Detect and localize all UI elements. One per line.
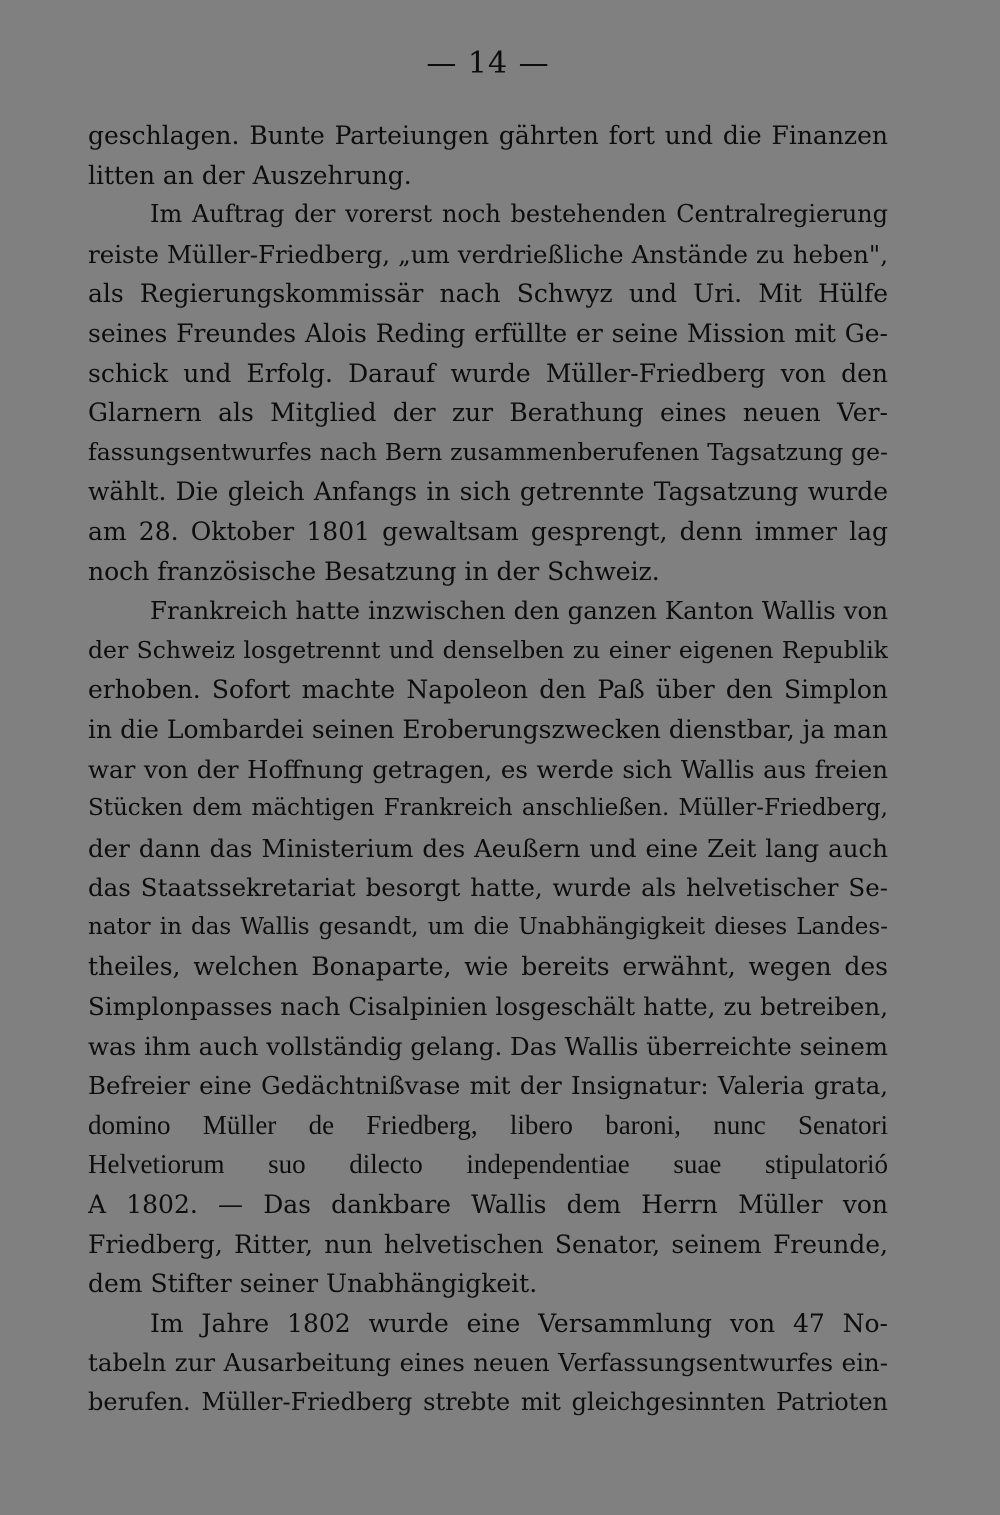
text-line: Glarnern als Mitglied der zur Berathung eines neuen Ver- — [88, 398, 888, 428]
text-line: der dann das Ministerium des Aeußern und eine Zeit lang auch — [88, 833, 888, 863]
text-line: geschlagen. Bunte Parteiungen gährten fort und die Finanzen — [88, 121, 888, 150]
text-line: Simplonpasses nach Cisalpinien losgeschält hatte, zu betreiben, — [88, 992, 888, 1022]
text-line: nator in das Wallis gesandt, um die Unabhängigkeit dieses Landes- — [88, 913, 888, 940]
text-line: wählt. Die gleich Anfangs in sich getrennte Tagsatzung wurde — [88, 477, 888, 507]
text-line: litten an der Auszehrung. — [88, 160, 412, 190]
text-line: der Schweiz losgetrennt und denselben zu einer eigenen Republik — [88, 635, 888, 664]
text-line: fassungsentwurfes nach Bern zusammenberufenen Tagsatzung ge- — [88, 437, 888, 466]
text-line: Frankreich hatte inzwischen den ganzen Kanton Wallis von — [150, 596, 888, 626]
text-line: seines Freundes Alois Reding erfüllte er seine Mission mit Ge- — [88, 318, 888, 348]
text-line: das Staatssekretariat besorgt hatte, wurde als helvetischer Se- — [88, 873, 888, 903]
text-line: in die Lombardei seinen Eroberungszwecken dienstbar, ja man — [88, 714, 888, 744]
text-line: Stücken dem mächtigen Frankreich anschließen. Müller-Friedberg, — [88, 795, 888, 822]
text-line: berufen. Müller-Friedberg strebte mit gleichgesinnten Patrioten — [88, 1388, 888, 1416]
text-line: reiste Müller-Friedberg, „um verdrießliche Anstände zu heben", — [88, 239, 888, 269]
text-line: noch französische Besatzung in der Schweiz. — [88, 556, 660, 586]
text-line: erhoben. Sofort machte Napoleon den Paß über den Simplon — [88, 675, 888, 705]
text-line: theiles, welchen Bonaparte, wie bereits erwähnt, wegen des — [88, 952, 888, 982]
text-line: am 28. Oktober 1801 gewaltsam gesprengt, denn immer lag — [88, 516, 888, 546]
text-line: Im Jahre 1802 wurde eine Versammlung von 47 No- — [150, 1308, 888, 1338]
text-line: dem Stifter seiner Unabhängigkeit. — [88, 1269, 538, 1299]
text-line: Befreier eine Gedächtnißvase mit der Insignatur: Valeria grata, — [88, 1071, 888, 1101]
text-line: schick und Erfolg. Darauf wurde Müller-Friedberg von den — [88, 358, 888, 388]
text-line: was ihm auch vollständig gelang. Das Wallis überreichte seinem — [88, 1031, 888, 1061]
text-line: domino Müller de Friedberg, libero baroni, nunc Senatori — [88, 1109, 888, 1140]
text-line: Helvetiorum suo dilecto independentiae suae stipulatorió — [88, 1149, 888, 1180]
text-line: als Regierungskommissär nach Schwyz und Uri. Mit Hülfe — [88, 279, 888, 309]
text-line: Im Auftrag der vorerst noch bestehenden Centralregierung — [150, 200, 888, 229]
body-text — [88, 116, 888, 1423]
text-line: Friedberg, Ritter, nun helvetischen Senator, seinem Freunde, — [88, 1229, 888, 1259]
page-number: — 14 — — [426, 46, 550, 81]
text-line: war von der Hoffnung getragen, es werde sich Wallis aus freien — [88, 754, 888, 784]
text-line: tabeln zur Ausarbeitung eines neuen Verfassungsentwurfes ein- — [88, 1348, 888, 1378]
text-line: A 1802. — Das dankbare Wallis dem Herrn Müller von — [88, 1190, 888, 1220]
